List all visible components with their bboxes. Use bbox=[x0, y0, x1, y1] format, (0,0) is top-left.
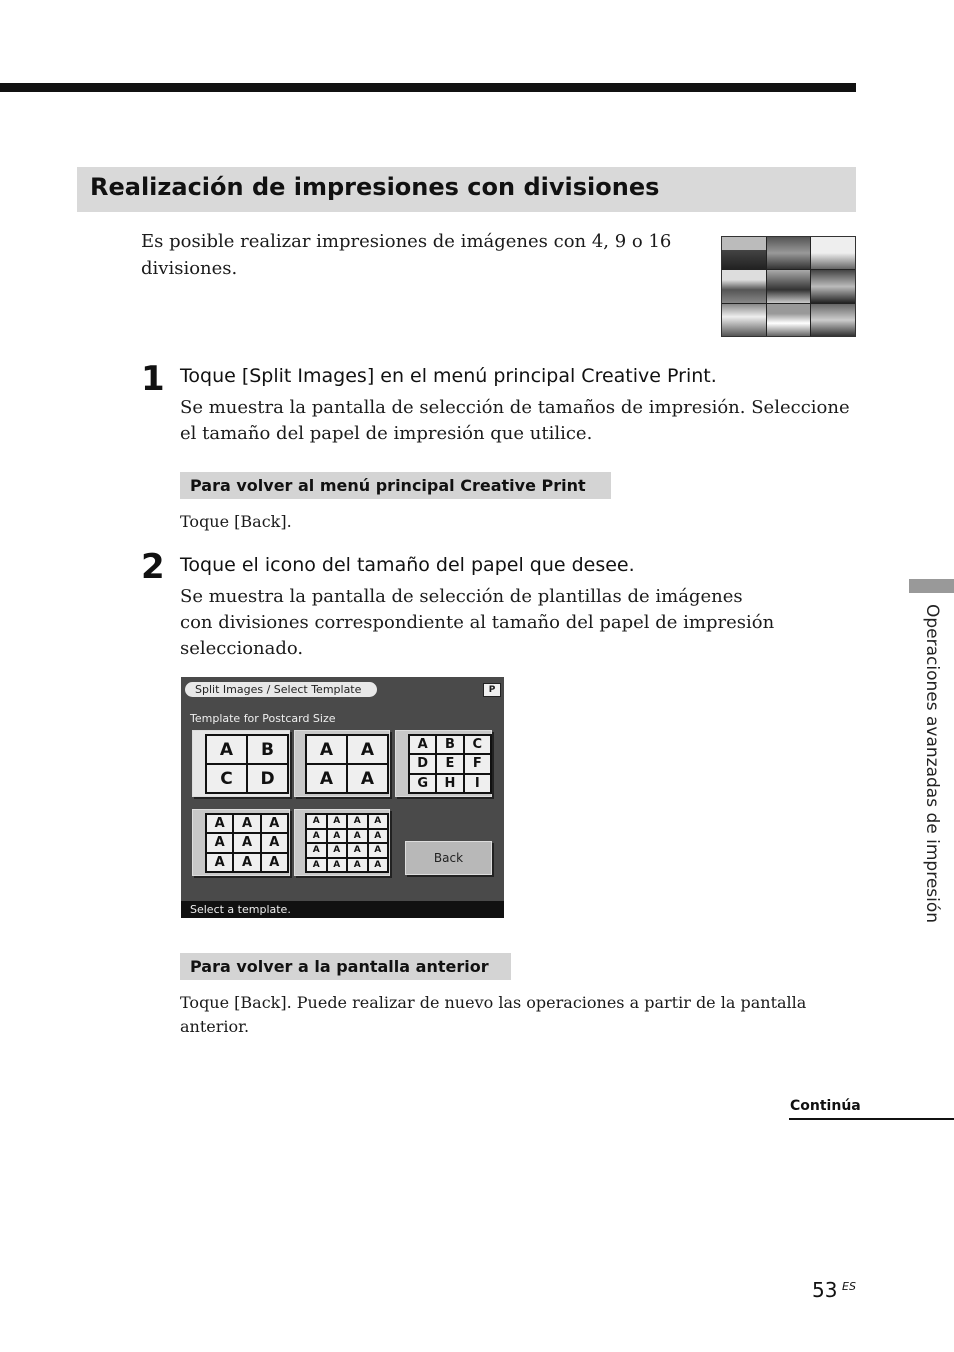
template-cell: H bbox=[437, 775, 462, 792]
template-grid bbox=[305, 813, 389, 873]
back-button[interactable]: Back bbox=[405, 841, 492, 875]
template-cell: A bbox=[234, 834, 259, 851]
postcard-indicator: P bbox=[483, 683, 501, 697]
template-grid bbox=[305, 734, 389, 794]
template-cell: C bbox=[465, 736, 490, 753]
template-cell: I bbox=[465, 775, 490, 792]
step-1-body: Se muestra la pantalla de selección de tamaños de impresión. Seleccione el tamaño del papel de impresión que utilice. bbox=[180, 397, 850, 444]
step-2-note-body: Toque [Back]. Puede realizar de nuevo las operaciones a partir de la pantalla anterior. bbox=[180, 993, 807, 1036]
template-cell: A bbox=[234, 815, 259, 832]
page-number: 53 bbox=[812, 1278, 838, 1302]
template-cell: A bbox=[307, 765, 346, 792]
template-grid bbox=[205, 734, 289, 794]
step-1-note-body: Toque [Back]. bbox=[180, 512, 292, 531]
step-2-body: Se muestra la pantalla de selección de plantillas de imágenes con divisiones correspondiente al tamaño del papel de impresión seleccionado. bbox=[180, 586, 775, 659]
template-cell: F bbox=[465, 755, 490, 772]
template-cell: A bbox=[348, 765, 387, 792]
template-cell: A bbox=[207, 854, 232, 871]
intro-text: Es posible realizar impresiones de imágenes con 4, 9 o 16 divisiones. bbox=[141, 231, 672, 279]
template-cell: B bbox=[437, 736, 462, 753]
template-cell: A bbox=[207, 834, 232, 851]
template-cell: C bbox=[207, 765, 246, 792]
template-cell: A bbox=[307, 736, 346, 763]
template-select-screen bbox=[181, 677, 504, 918]
step-1-number: 1 bbox=[141, 359, 165, 399]
template-cell: A bbox=[348, 815, 367, 828]
screen-title: Split Images / Select Template bbox=[185, 682, 377, 697]
template-cell: A bbox=[348, 859, 367, 872]
template-9-abc[interactable] bbox=[395, 730, 492, 797]
template-cell: A bbox=[262, 815, 287, 832]
template-9-same[interactable] bbox=[192, 809, 290, 876]
template-grid bbox=[205, 813, 289, 873]
page-language: ES bbox=[842, 1280, 856, 1293]
template-16-same[interactable] bbox=[294, 809, 390, 876]
screen-subtitle: Template for Postcard Size bbox=[190, 712, 336, 725]
template-cell: A bbox=[410, 736, 435, 753]
template-4-same[interactable] bbox=[294, 730, 390, 797]
template-cell: A bbox=[307, 859, 326, 872]
step-1-note-header bbox=[180, 472, 611, 499]
template-cell: A bbox=[307, 830, 326, 843]
template-cell: A bbox=[348, 736, 387, 763]
chapter-label: Operaciones avanzadas de impresión bbox=[922, 604, 942, 924]
template-cell: D bbox=[410, 755, 435, 772]
template-cell: A bbox=[207, 815, 232, 832]
template-cell: A bbox=[207, 736, 246, 763]
step-2-note-title: Para volver a la pantalla anterior bbox=[190, 957, 489, 976]
template-cell: A bbox=[328, 859, 347, 872]
top-rule bbox=[0, 83, 856, 92]
template-cell: A bbox=[328, 815, 347, 828]
template-cell: G bbox=[410, 775, 435, 792]
template-cell: A bbox=[348, 830, 367, 843]
step-2-number: 2 bbox=[141, 547, 165, 587]
template-cell: A bbox=[369, 815, 388, 828]
template-cell: B bbox=[248, 736, 287, 763]
template-4-abcd[interactable] bbox=[192, 730, 290, 797]
step-2-note-header bbox=[180, 953, 511, 980]
sample-split-photo bbox=[721, 236, 856, 337]
step-2-heading: Toque el icono del tamaño del papel que desee. bbox=[180, 554, 635, 576]
template-cell: D bbox=[248, 765, 287, 792]
status-bar: Select a template. bbox=[181, 901, 504, 918]
template-cell: A bbox=[307, 844, 326, 857]
template-cell: A bbox=[307, 815, 326, 828]
continues-rule bbox=[789, 1118, 954, 1120]
template-cell: A bbox=[328, 844, 347, 857]
template-cell: A bbox=[369, 844, 388, 857]
template-cell: A bbox=[262, 834, 287, 851]
template-cell: A bbox=[262, 854, 287, 871]
section-title: Realización de impresiones con divisiones bbox=[90, 173, 660, 201]
template-cell: A bbox=[234, 854, 259, 871]
continues-label: Continúa bbox=[790, 1098, 861, 1114]
chapter-tab bbox=[909, 579, 954, 593]
step-1-note-title: Para volver al menú principal Creative Print bbox=[190, 476, 586, 495]
template-cell: A bbox=[369, 830, 388, 843]
template-cell: A bbox=[369, 859, 388, 872]
template-cell: E bbox=[437, 755, 462, 772]
template-cell: A bbox=[348, 844, 367, 857]
step-1-heading: Toque [Split Images] en el menú principal Creative Print. bbox=[180, 365, 717, 387]
template-grid bbox=[408, 734, 492, 794]
template-cell: A bbox=[328, 830, 347, 843]
